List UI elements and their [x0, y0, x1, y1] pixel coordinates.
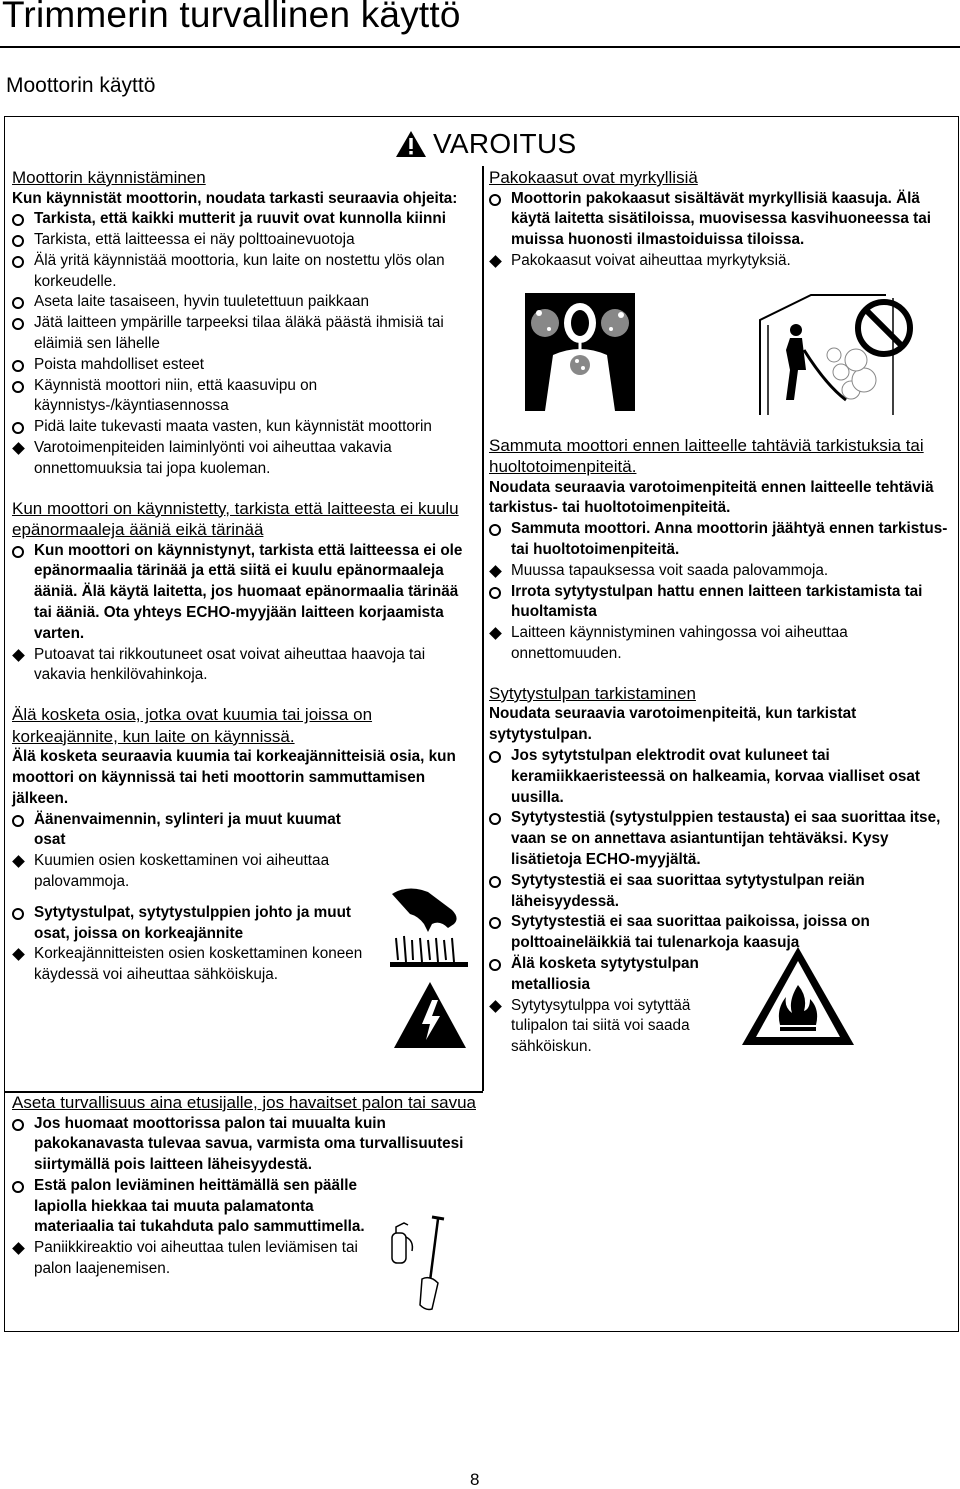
note-item: Paniikkireaktio voi aiheuttaa tulen leviämisen tai palon laajenemisen. [12, 1238, 367, 1280]
list-item: Älä yritä käynnistää moottoria, kun laite on nostettu ylös olan korkeudelle. [12, 251, 476, 293]
heading-stop-engine: Sammuta moottori ennen laitteelle tahtäviä tarkistuksia tai huoltotoimenpiteitä. [489, 435, 924, 477]
list-item: Kun moottori on käynnistynyt, tarkista että laitteessa ei ole epänormaalia tärinää ja että siitä ei kuulu epänormaaleja ääniä. Älä käytä laitetta, jos huomaat epänormaalia tärinää tai ääniä. Ota yhteys ECHO-myyjään laitteen korjaamista varten. [12, 541, 476, 645]
note-item: Pakokaasut voivat aiheuttaa myrkytyksiä. [489, 251, 951, 272]
title-rule [0, 46, 960, 48]
list-item: Jos sytytstulpan elektrodit ovat kuluneet tai keramiikkaeristeessä on halkeamia, korvaa vialliset osat uusilla. [489, 746, 951, 808]
note-item: Putoavat tai rikkoutuneet osat voivat aiheuttaa haavoja tai vakavia henkilövahinkoja. [12, 645, 476, 687]
note-item: Kuumien osien koskettaminen voi aiheuttaa palovammoja. [12, 851, 367, 893]
heading-exhaust: Pakokaasut ovat myrkyllisiä [489, 168, 698, 187]
toxic-gas-person-icon [525, 293, 635, 411]
list-item: Poista mahdolliset esteet [12, 355, 476, 376]
list-item: Sammuta moottori. Anna moottorin jäähtyä ennen tarkistus- tai huoltotoimenpiteitä. [489, 519, 951, 561]
note-item: Varotoimenpiteiden laiminlyönti voi aiheuttaa vakavia onnettomuuksia tai jopa kuoleman. [12, 438, 476, 480]
list-item: Irrota sytytystulpan hattu ennen laitteen tarkistamista tai huoltamista [489, 582, 951, 624]
list-item: Aseta laite tasaiseen, hyvin tuuletettuun paikkaan [12, 292, 476, 313]
warning-triangle-icon [395, 130, 427, 158]
note-item: Sytytysytulppa voi sytyttää tulipalon tai siitä voi saada sähköiskun. [489, 996, 714, 1058]
list-item: Estä palon leviäminen heittämällä sen päälle lapiolla hiekkaa tai muuta palamatonta materiaalia tai tukahduta palo sammuttimella. [12, 1176, 367, 1238]
list-item: Sytytystestiä ei saa suorittaa paikoissa, joissa on polttoaineläikkiä tai tulenarkoja kaasuja [489, 912, 951, 954]
list-item: Älä kosketa sytytystulpan metalliosia [489, 954, 714, 996]
heading-fire-safety: Aseta turvallisuus aina etusijalle, jos havaitset palon tai savua [12, 1093, 476, 1112]
warning-header [395, 128, 576, 160]
hot-surface-icon [388, 880, 470, 968]
list-item: Moottorin pakokaasut sisältävät myrkyllisiä kaasuja. Älä käytä laitetta sisätiloissa, muovisessa kasvihuoneessa tai muissa huonosti ilmastoiduissa tiloissa. [489, 189, 951, 251]
list-item: Pidä laite tukevasti maata vasten, kun käynnistät moottorin [12, 417, 476, 438]
intro-text: Noudata seuraavia varotoimenpiteitä ennen laitteelle tehtäviä tarkistus- tai huoltotoimenpiteitä. [489, 478, 934, 517]
list-item: Äänenvaimennin, sylinteri ja muut kuumat osat [12, 810, 367, 852]
list-item: Käynnistä moottori niin, että kaasuvipu on käynnistys-/käyntiasennossa [12, 376, 476, 418]
list-item: Tarkista, että kaikki mutterit ja ruuvit ovat kunnolla kiinni [12, 209, 476, 230]
flammable-warning-icon [740, 945, 856, 1047]
note-item: Korkeajännitteisten osien koskettaminen koneen käydessä voi aiheuttaa sähköiskuja. [12, 944, 367, 986]
heading-check-noise: Kun moottori on käynnistetty, tarkista että laitteesta ei kuulu epänormaaleja ääniä eikä tärinää [12, 498, 459, 540]
heading-spark-plug: Sytytystulpan tarkistaminen [489, 683, 696, 703]
list-item: Sytytystestiä ei saa suorittaa sytytystulpan reiän läheisyydessä. [489, 871, 951, 913]
no-indoor-use-icon [756, 290, 918, 415]
intro-text: Älä kosketa seuraavia kuumia tai korkeajännitteisiä osia, kun moottori on käynnissä tai heti moottorin sammuttamisen jälkeen. [12, 748, 456, 807]
heading-hot-parts: Älä kosketa osia, jotka ovat kuumia tai joissa on korkeajännite, kun laite on käynnissä. [12, 705, 373, 746]
warning-label: VAROITUS [433, 128, 577, 159]
page-title: Trimmerin turvallinen käyttö [2, 0, 461, 35]
list-item: Tarkista, että laitteessa ei näy polttoainevuotoja [12, 230, 476, 251]
heading-engine-start: Moottorin käynnistäminen [12, 168, 206, 187]
list-item: Jätä laitteen ympärille tarpeeksi tilaa äläkä päästä ihmisiä tai eläimiä sen lähelle [12, 313, 476, 355]
section-title: Moottorin käyttö [6, 74, 156, 97]
high-voltage-icon [392, 980, 468, 1050]
intro-text: Kun käynnistät moottorin, noudata tarkasti seuraavia ohjeita: [12, 189, 458, 207]
column-divider [482, 166, 484, 1091]
intro-text: Noudata seuraavia varotoimenpiteitä, kun tarkistat sytytystulpan. [489, 705, 857, 744]
extinguisher-shovel-icon [386, 1215, 448, 1315]
left-column [12, 167, 476, 986]
note-item: Laitteen käynnistyminen vahingossa voi aiheuttaa onnettomuuden. [489, 623, 951, 665]
list-item: Sytytystulpat, sytytystulppien johto ja muut osat, joissa on korkeajännite [12, 903, 367, 945]
list-item: Jos huomaat moottorissa palon tai muualta kuin pakokanavasta tulevaa savua, varmista oma turvallisuutesi siirtymällä pois laitteen läheisyydestä. [12, 1114, 476, 1176]
page-number: 8 [470, 1470, 480, 1489]
note-item: Muussa tapauksessa voit saada palovammoja. [489, 561, 951, 582]
list-item: Sytytystestiä (sytystulppien testausta) ei saa suorittaa itse, vaan se on annettava asiantuntijan tehtäväksi. Kysy lisätietoja ECHO-myyjältä. [489, 808, 951, 870]
